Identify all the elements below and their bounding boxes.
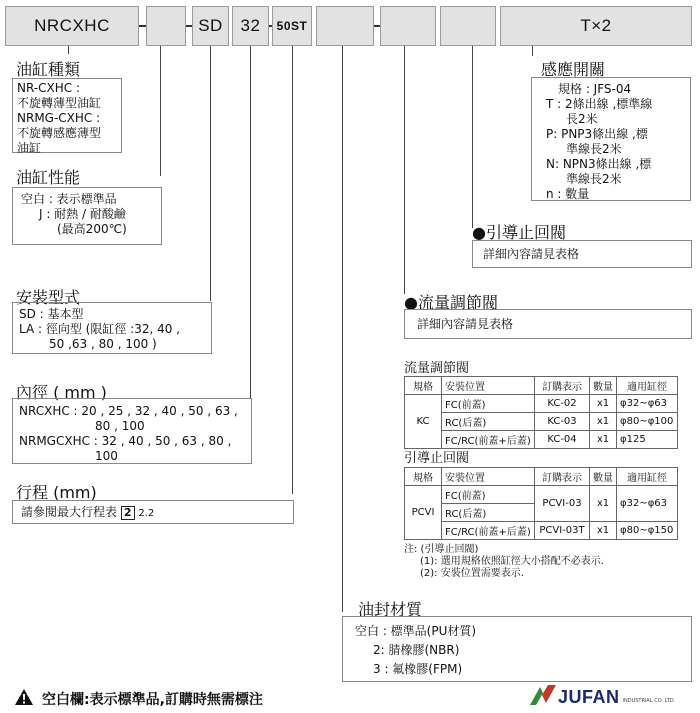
cyl-type-line: 油缸 — [17, 141, 42, 155]
mount-box — [12, 302, 212, 354]
code-mount: SD — [192, 6, 229, 46]
stroke-text: 請參閱最大行程表 — [21, 505, 118, 519]
code-model: NRCXHC — [5, 6, 139, 46]
cyl-type-line: NR-CXHC : — [17, 81, 81, 95]
cyl-property-line: 空白 : 表示標準品 — [21, 192, 117, 206]
seal-box — [342, 616, 692, 682]
switch-line: n : 數量 — [546, 187, 590, 201]
switch-line: N: NPN3條出線 ,標 — [546, 157, 652, 171]
switch-box — [531, 77, 691, 201]
switch-line: P: PNP3條出線 ,標 — [546, 127, 648, 141]
note-line: (1): 選用規格依照缸徑大小搭配不必表示. — [420, 556, 604, 567]
qty-cell: x1 — [590, 395, 617, 413]
flow-table — [404, 376, 678, 449]
seal-line: 3 : 氟橡膠(FPM) — [373, 662, 463, 676]
bore-cell: φ32~φ63 — [617, 395, 678, 413]
connector-line — [532, 46, 533, 56]
bore-line: 100 — [95, 449, 118, 463]
header-qty: 數量 — [590, 468, 617, 486]
cyl-type-box — [12, 78, 122, 153]
stroke-table-ref: 2.2 — [138, 508, 155, 519]
footer-warning — [14, 688, 263, 710]
flow-title: ●流量調節閥 — [404, 293, 498, 312]
cyl-type-title: 油缸種類 — [16, 60, 81, 79]
bore-cell: φ80~φ100 — [617, 413, 678, 431]
position-cell: FC/RC(前蓋+后蓋) — [442, 431, 535, 449]
connector-line — [342, 46, 343, 612]
connector-line — [472, 46, 473, 228]
header-spec: 規格 — [405, 468, 442, 486]
code-bore: 32 — [232, 6, 269, 46]
table-row — [405, 486, 678, 504]
note-line: (2): 安裝位置需要表示. — [420, 568, 524, 579]
connector-line — [292, 46, 293, 494]
table-row — [405, 522, 678, 540]
bore-line: NRCXHC : 20 , 25 , 32 , 40 , 50 , 63 , — [19, 404, 238, 418]
header-bore: 適用缸徑 — [617, 377, 678, 395]
cyl-type-line: 不旋轉感應薄型 — [17, 126, 102, 140]
switch-line: 準線長2米 — [566, 142, 622, 156]
seal-title: 油封材質 — [358, 600, 423, 619]
bore-box — [12, 398, 252, 464]
seal-line: 空白 : 標準品(PU材質) — [355, 624, 477, 638]
cyl-property-line: J : 耐熱 / 耐酸鹼 — [39, 207, 126, 221]
cyl-type-line: 不旋轉薄型油缸 — [17, 96, 102, 110]
header-bore: 適用缸徑 — [617, 468, 678, 486]
switch-line: 規格 : JFS-04 — [558, 82, 632, 96]
mount-line: SD : 基本型 — [19, 307, 84, 321]
switch-line: 準線長2米 — [566, 172, 622, 186]
switch-title: 感應開關 — [541, 60, 606, 79]
spec-cell: PCVI — [405, 486, 442, 540]
mount-line: 50 ,63 , 80 , 100 ) — [49, 337, 157, 351]
brand-subtitle: INDUSTRIAL CO. LTD. — [622, 698, 676, 704]
table-row — [405, 431, 678, 449]
header-spec: 規格 — [405, 377, 442, 395]
bore-line: NRMGCXHC : 32 , 40 , 50 , 63 , 80 , — [19, 434, 232, 448]
cyl-property-line: (最高200℃) — [57, 222, 127, 236]
code-switch: T×2 — [500, 6, 692, 46]
brand-name: JUFAN — [558, 686, 620, 707]
connector-line — [160, 46, 161, 176]
position-cell: FC(前蓋) — [442, 486, 535, 504]
bore-title: 內徑 ( mm ) — [16, 383, 107, 402]
code-pilot — [380, 6, 436, 46]
qty-cell: x1 — [590, 431, 617, 449]
qty-cell: x1 — [590, 522, 617, 540]
code-stroke: 50ST — [272, 6, 312, 46]
logo-icon — [528, 683, 558, 711]
seal-line: 2: 腈橡膠(NBR) — [373, 643, 460, 657]
connector-line — [250, 46, 251, 398]
connector-line — [68, 46, 69, 54]
flow-table-caption: 流量調節閥 — [404, 361, 470, 376]
stroke-title: 行程 (mm) — [16, 483, 97, 502]
warning-text: 空白欄:表示標準品,訂購時無需標注 — [42, 692, 263, 708]
flow-text: 詳細內容請見表格 — [417, 317, 514, 331]
code-seal — [440, 6, 496, 46]
header-position: 安裝位置 — [442, 377, 535, 395]
order-cell: KC-04 — [535, 431, 590, 449]
order-cell: PCVI-03 — [535, 486, 590, 522]
table-header-row — [405, 468, 678, 486]
separator-dash — [139, 25, 146, 27]
connector-line — [210, 46, 211, 301]
notes — [404, 544, 604, 580]
position-cell: RC(后蓋) — [442, 413, 535, 431]
pilot-text: 詳細內容請見表格 — [483, 247, 580, 261]
flow-box — [404, 309, 692, 339]
note-line: 注: (引導止回閥) — [404, 544, 479, 555]
bore-cell: φ80~φ150 — [617, 522, 678, 540]
switch-line: 長2米 — [566, 112, 598, 126]
order-cell: PCVI-03T — [535, 522, 590, 540]
pilot-table — [404, 467, 678, 540]
position-cell: FC/RC(前蓋+后蓋) — [442, 522, 535, 540]
mount-line: LA : 徑向型 (限缸徑 :32, 40 , — [19, 322, 180, 336]
spec-cell: KC — [405, 395, 442, 449]
header-order: 訂購表示 — [535, 468, 590, 486]
connector-line — [404, 46, 405, 294]
cyl-property-box — [12, 187, 162, 245]
cyl-type-line: NRMG-CXHC : — [17, 111, 101, 125]
qty-cell: x1 — [590, 413, 617, 431]
header-position: 安裝位置 — [442, 468, 535, 486]
order-cell: KC-02 — [535, 395, 590, 413]
stroke-table-chip: 2 — [121, 506, 135, 520]
code-property — [146, 6, 186, 46]
warning-icon — [14, 688, 34, 710]
qty-cell: x1 — [590, 486, 617, 522]
bore-cell: φ125 — [617, 431, 678, 449]
cyl-property-title: 油缸性能 — [16, 168, 81, 187]
table-row — [405, 413, 678, 431]
pilot-title: ●引導止回閥 — [472, 223, 566, 242]
pilot-box — [472, 240, 692, 268]
header-qty: 數量 — [590, 377, 617, 395]
order-cell: KC-03 — [535, 413, 590, 431]
brand-logo — [528, 683, 675, 711]
stroke-box — [12, 500, 294, 524]
header-order: 訂購表示 — [535, 377, 590, 395]
mount-title: 安裝型式 — [16, 288, 81, 307]
position-cell: FC(前蓋) — [442, 395, 535, 413]
table-header-row — [405, 377, 678, 395]
pilot-table-caption: 引導止回閥 — [404, 451, 470, 466]
switch-line: T : 2條出線 ,標準線 — [546, 97, 653, 111]
bore-line: 80 , 100 — [95, 419, 145, 433]
code-flow — [316, 6, 374, 46]
table-row — [405, 395, 678, 413]
position-cell: RC(后蓋) — [442, 504, 535, 522]
bore-cell: φ32~φ63 — [617, 486, 678, 522]
